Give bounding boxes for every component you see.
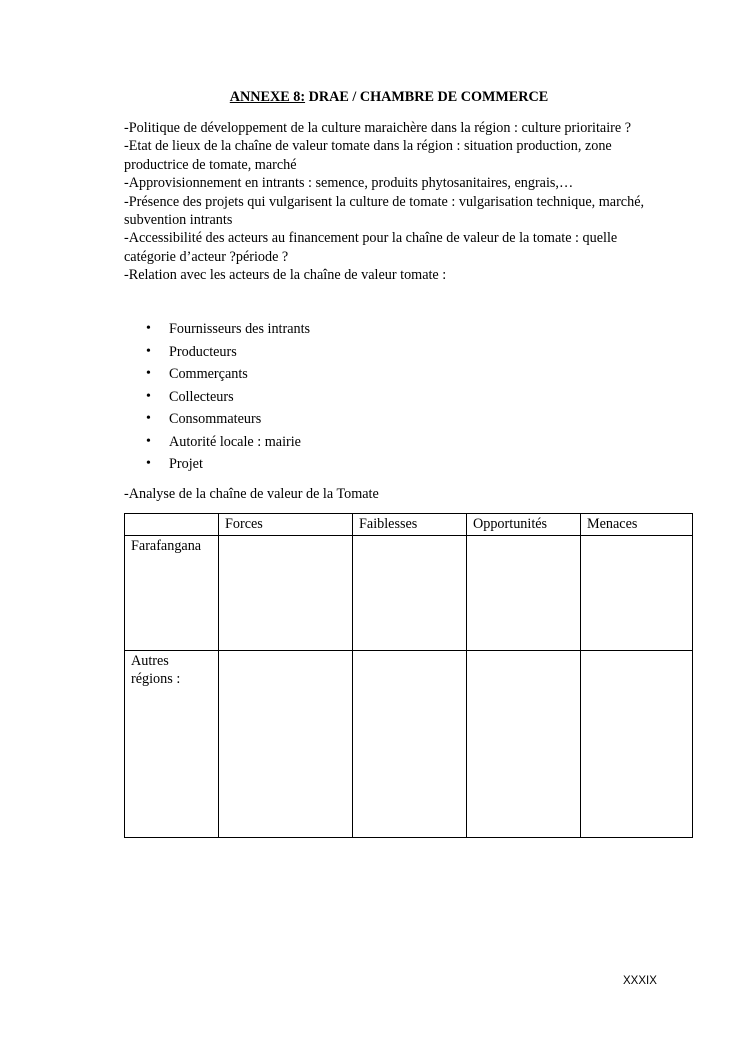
actor-list bbox=[124, 318, 310, 476]
table-header-row bbox=[125, 514, 693, 536]
table-row bbox=[125, 536, 693, 651]
question-paragraph: -Approvisionnement en intrants : semence, produits phytosanitaires, engrais,… bbox=[124, 175, 574, 192]
list-item-label: Commerçants bbox=[169, 366, 248, 382]
question-paragraph: -Accessibilité des acteurs au financement pour la chaîne de valeur de la tomate : quelle catégorie d’acteur ?période ? bbox=[124, 230, 618, 265]
bullet-icon: • bbox=[146, 388, 151, 404]
list-item-label: Projet bbox=[169, 456, 203, 472]
row-label-farafangana: Farafangana bbox=[125, 536, 219, 651]
cell-menaces bbox=[581, 536, 693, 651]
cell-forces bbox=[219, 536, 353, 651]
question-paragraph: -Relation avec les acteurs de la chaîne de valeur tomate : bbox=[124, 267, 447, 284]
annex-title: DRAE / CHAMBRE DE COMMERCE bbox=[305, 89, 549, 105]
cell-opportunites bbox=[467, 536, 581, 651]
cell-menaces bbox=[581, 651, 693, 838]
list-item-label: Collecteurs bbox=[169, 388, 234, 405]
analysis-heading: -Analyse de la chaîne de valeur de la Tomate bbox=[124, 486, 379, 502]
row-label-autres-regions: Autres régions : bbox=[125, 651, 219, 838]
bullet-icon: • bbox=[146, 411, 151, 426]
bullet-icon: • bbox=[146, 343, 151, 359]
list-item bbox=[124, 318, 310, 341]
header-cell-empty bbox=[125, 514, 219, 536]
list-item bbox=[124, 453, 310, 476]
header-forces: Forces bbox=[219, 514, 353, 536]
table-row bbox=[125, 651, 693, 838]
cell-faiblesses bbox=[353, 536, 467, 651]
header-opportunites: Opportunités bbox=[467, 514, 581, 536]
list-item bbox=[124, 386, 310, 409]
annex-number: ANNEXE 8: bbox=[229, 89, 306, 105]
list-item-label: Consommateurs bbox=[169, 411, 262, 427]
page-title bbox=[124, 88, 654, 106]
list-item-label: Autorité locale : mairie bbox=[169, 433, 301, 450]
bullet-icon: • bbox=[146, 456, 151, 471]
page-number: XXXIX bbox=[623, 975, 657, 987]
header-faiblesses: Faiblesses bbox=[353, 514, 467, 536]
questions-block bbox=[124, 119, 669, 285]
question-paragraph: -Etat de lieux de la chaîne de valeur tomate dans la région : situation production, zone productrice de tomate, marché bbox=[124, 138, 612, 173]
cell-opportunites bbox=[467, 651, 581, 838]
list-item bbox=[124, 363, 310, 386]
list-item bbox=[124, 408, 310, 431]
bullet-icon: • bbox=[146, 433, 151, 449]
list-item bbox=[124, 431, 310, 454]
bullet-icon: • bbox=[146, 366, 151, 381]
question-paragraph: -Présence des projets qui vulgarisent la culture de tomate : vulgarisation technique, marché, subvention intrants bbox=[124, 193, 645, 229]
header-menaces: Menaces bbox=[581, 514, 693, 536]
cell-faiblesses bbox=[353, 651, 467, 838]
bullet-icon: • bbox=[146, 321, 151, 336]
list-item-label: Producteurs bbox=[169, 343, 237, 360]
list-item-label: Fournisseurs des intrants bbox=[169, 321, 311, 337]
question-paragraph: -Politique de développement de la culture maraichère dans la région : culture prioritaire ? bbox=[124, 120, 631, 136]
swot-table bbox=[124, 513, 693, 838]
list-item bbox=[124, 341, 310, 364]
cell-forces bbox=[219, 651, 353, 838]
